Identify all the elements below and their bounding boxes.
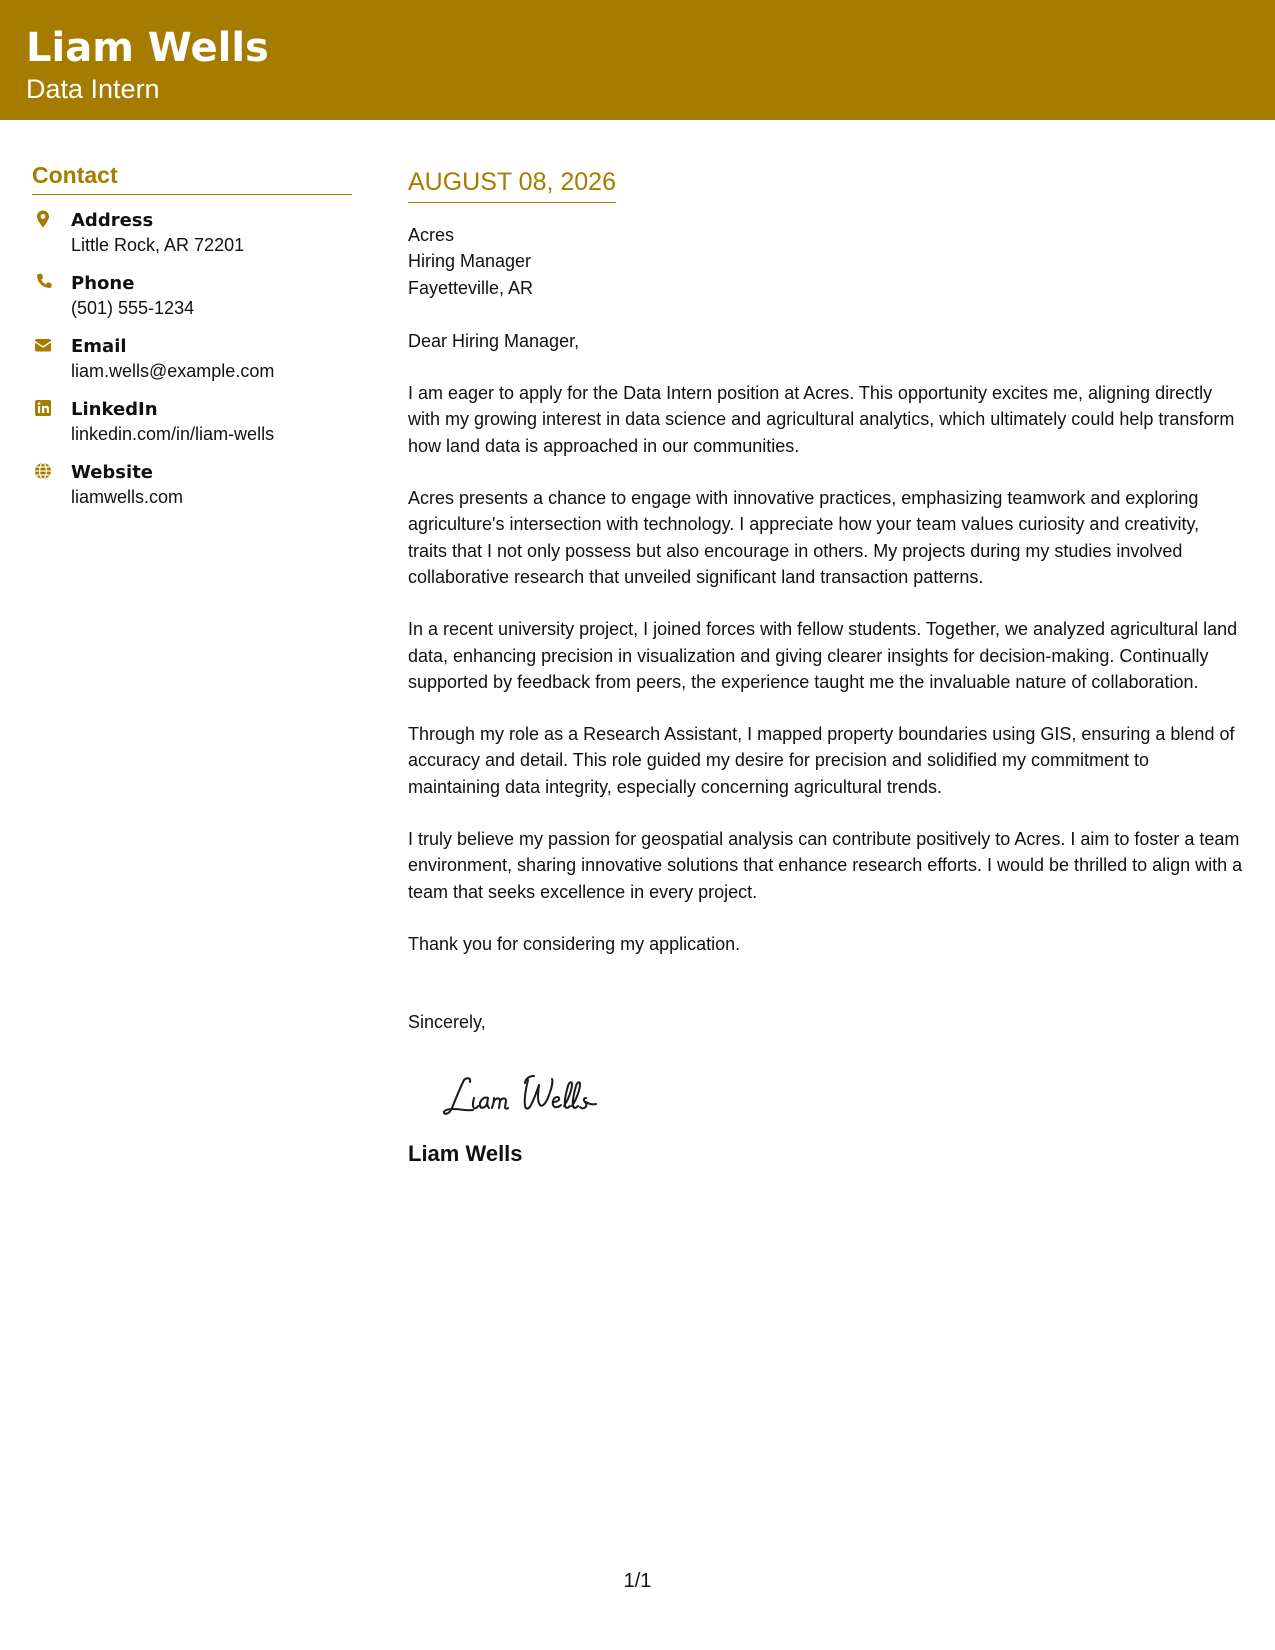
contact-label: Phone (71, 273, 135, 294)
applicant-title: Data Intern (26, 74, 160, 104)
contact-label: Email (71, 336, 127, 357)
contact-heading: Contact (32, 160, 352, 195)
contact-label: Website (71, 462, 154, 483)
page-number: 1/1 (623, 1570, 652, 1592)
recipient-company: Acres (408, 225, 455, 245)
contact-list (32, 209, 352, 524)
phone-icon (33, 272, 53, 292)
signature-image (442, 1068, 1243, 1128)
salutation: Dear Hiring Manager, (408, 330, 580, 351)
contact-item-phone (32, 272, 352, 335)
closing-line: Sincerely, (408, 1012, 486, 1033)
contact-item-address (32, 209, 352, 272)
contact-value: (501) 555-1234 (71, 298, 195, 318)
letter-date: AUGUST 08, 2026 (408, 166, 616, 203)
signer-name: Liam Wells (408, 1140, 523, 1166)
contact-item-website (32, 461, 352, 524)
contact-value[interactable]: liamwells.com (71, 487, 184, 507)
linkedin-icon (33, 398, 53, 418)
contact-label: Address (71, 210, 154, 231)
body-paragraph: I truly believe my passion for geospatial analysis can contribute positively to Acres. I aim to foster a team environment, sharing innovative solutions that enhance research efforts. I would be thrilled to align with a team that seeks excellence in every project. (408, 829, 1243, 902)
contact-label: LinkedIn (71, 399, 158, 420)
contact-value[interactable]: liam.wells@example.com (71, 361, 275, 381)
contact-value: Little Rock, AR 72201 (71, 235, 245, 255)
applicant-name: Liam Wells (26, 25, 269, 71)
contact-sidebar (32, 160, 352, 524)
recipient-role: Hiring Manager (408, 251, 532, 272)
recipient-location: Fayetteville, AR (408, 277, 534, 298)
body-paragraph: I am eager to apply for the Data Intern position at Acres. This opportunity excites me, aligning directly with my growing interest in data science and agricultural analytics, which ultimately could help transform how land data is approached in our communities. (408, 383, 1235, 456)
body-paragraph: In a recent university project, I joined forces with fellow students. Together, we analyzed agricultural land data, enhancing precision in visualization and giving clearer insights for decision-making. Continually supported by feedback from peers, the experience taught me the invaluable nature of collaboration. (408, 619, 1238, 692)
map-pin-icon (33, 209, 53, 229)
contact-value[interactable]: linkedin.com/in/liam-wells (71, 424, 275, 444)
thanks-line: Thank you for considering my application. (408, 933, 741, 954)
recipient-block (408, 222, 1243, 301)
contact-item-email (32, 335, 352, 398)
body-paragraph: Acres presents a chance to engage with innovative practices, emphasizing teamwork and exploring agriculture's intersection with technology. I appreciate how your team values curiosity and creativity, traits that I not only possess but also encourage in others. My projects during my studies involved collaborative research that unveiled significant land transaction patterns. (408, 488, 1200, 587)
letter-body (408, 166, 1243, 1168)
globe-icon (33, 461, 53, 481)
header-banner (0, 0, 1275, 120)
envelope-icon (33, 335, 53, 355)
body-paragraph: Through my role as a Research Assistant, I mapped property boundaries using GIS, ensuring a blend of accuracy and detail. This role guided my desire for precision and solidified my commitment to maintaining data integrity, especially concerning agricultural trends. (408, 724, 1235, 797)
contact-item-linkedin (32, 398, 352, 461)
